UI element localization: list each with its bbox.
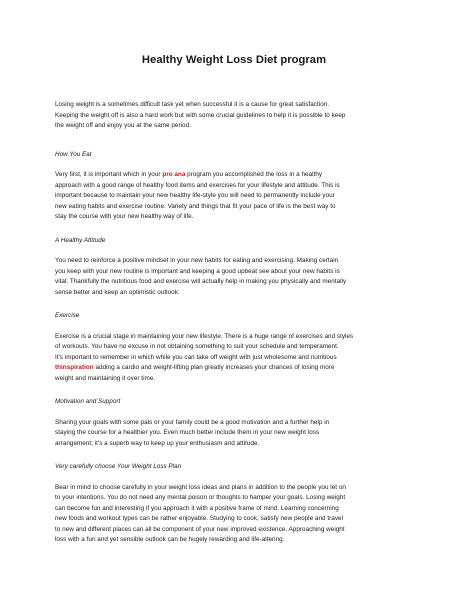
line-text: staying the course for a healthier you. Even much better include them in your new weight loss bbox=[55, 429, 320, 436]
intro-paragraph bbox=[55, 100, 413, 132]
text-line bbox=[55, 535, 413, 546]
text-line bbox=[55, 288, 413, 299]
text-line bbox=[55, 439, 413, 450]
section-heading: Very carefully choose Your Weight Loss Plan bbox=[55, 463, 182, 470]
text-line bbox=[55, 332, 413, 343]
text-line: Keeping the weight off is also a hard work but with some crucial guidelines to help it is possible to keep bbox=[55, 111, 346, 119]
line-text: arrangement; it's a superb way to keep up your enthusiasm and attitude. bbox=[55, 439, 260, 447]
line-text: It's important to remember in which while you can take off weight with just wholesome and nutritious bbox=[55, 353, 337, 361]
text-line bbox=[55, 418, 413, 429]
line-text: Sharing your goals with some pals or your family could be a good motivation and a further help in bbox=[55, 418, 330, 426]
section-paragraph bbox=[55, 170, 413, 223]
text-line bbox=[55, 428, 413, 439]
line-text: loss with a fun and yet sensible outlook can be hugely rewarding and life-altering. bbox=[55, 536, 285, 543]
text-line bbox=[55, 504, 413, 515]
section-paragraph bbox=[55, 483, 413, 546]
line-text: important because to maintain your new healthy life-style you will need to permanently include your bbox=[55, 192, 335, 199]
keyword-link[interactable]: pro ana bbox=[162, 171, 186, 178]
section-heading: Exercise bbox=[55, 312, 80, 319]
line-text: program you accomplished the loss in a healthy bbox=[185, 171, 323, 178]
text-line bbox=[55, 483, 413, 494]
text-line bbox=[55, 493, 413, 504]
line-text: you keep with your new routine is important and keeping a good upbeat see about your new habits is bbox=[55, 267, 340, 275]
section-paragraph bbox=[55, 332, 413, 385]
line-text: approach with a good range of healthy food items and exercises for your lifestyle and attitude. This is bbox=[55, 181, 340, 189]
document-sections bbox=[55, 150, 413, 546]
text-line bbox=[55, 202, 413, 213]
text-line: Losing weight is a sometimes difficult task yet when successful it is a cause for great satisfaction. bbox=[55, 101, 330, 108]
text-line bbox=[55, 170, 413, 181]
line-text: sense better and keep an optimistic outlook. bbox=[55, 288, 180, 296]
line-text: of workouts. You have no excuse in not obtaining something to suit your schedule and temperament. bbox=[55, 343, 339, 350]
line-text: weight and maintaining it over time. bbox=[55, 374, 156, 382]
text-line bbox=[55, 191, 413, 202]
section-heading: How You Eat bbox=[55, 150, 92, 158]
keyword-link[interactable]: thinspiration bbox=[55, 364, 94, 371]
line-text: to your intentions. You do not need any mental poison or thoughts to hamper your goals. Losing weight bbox=[55, 494, 346, 501]
line-text: Bear in mind to choose carefully in your weight loss ideas and plans in addition to the people you let on bbox=[55, 483, 346, 491]
text-line bbox=[55, 525, 413, 536]
text-line bbox=[55, 212, 413, 223]
section-heading: A Healthy Attitude bbox=[55, 236, 106, 244]
line-text: Exercise is a crucial stage in maintaining your new lifestyle. There is a huge range of exercises and styles bbox=[55, 332, 354, 340]
text-line bbox=[55, 374, 413, 385]
text-line bbox=[55, 342, 413, 353]
text-line bbox=[55, 256, 413, 267]
line-text: Very first, it is important which in your bbox=[55, 171, 163, 178]
document-title: Healthy Weight Loss Diet program bbox=[141, 54, 327, 66]
line-text: vital. Thankfully the nutritious food and exercise will actually help in making you physically and mentally bbox=[55, 278, 347, 285]
line-text: new eating habits and exercise routine. Variety and things that fit your pace of life is the best way to bbox=[55, 202, 336, 210]
text-line bbox=[55, 267, 413, 278]
text-line bbox=[55, 277, 413, 288]
text-line bbox=[55, 181, 413, 192]
line-text: to new and different places can all be component of your new improved existence. Approaching weight bbox=[55, 525, 345, 533]
text-line bbox=[55, 514, 413, 525]
line-text: You need to reinforce a positive mindset in your new habits for eating and exercising. Making certain bbox=[55, 257, 339, 264]
section-paragraph bbox=[55, 256, 413, 298]
section-heading: Motivation and Support bbox=[55, 398, 121, 405]
line-text: new foods and workout types can be rather enjoyable. Studying to cook, satisfy new people and travel bbox=[55, 515, 343, 522]
text-line bbox=[55, 363, 413, 374]
text-line: the weight off and enjoy you at the same period. bbox=[55, 122, 191, 129]
text-line bbox=[55, 353, 413, 364]
section-paragraph bbox=[55, 418, 413, 450]
line-text: adding a cardio and weight-lifting plan greatly increases your chances of losing more bbox=[93, 364, 335, 371]
line-text: can become fun and interesting if you approach it with a positive frame of mind. Learning concerning bbox=[55, 504, 339, 512]
line-text: stay the course with your new healthy way of life. bbox=[55, 213, 194, 220]
